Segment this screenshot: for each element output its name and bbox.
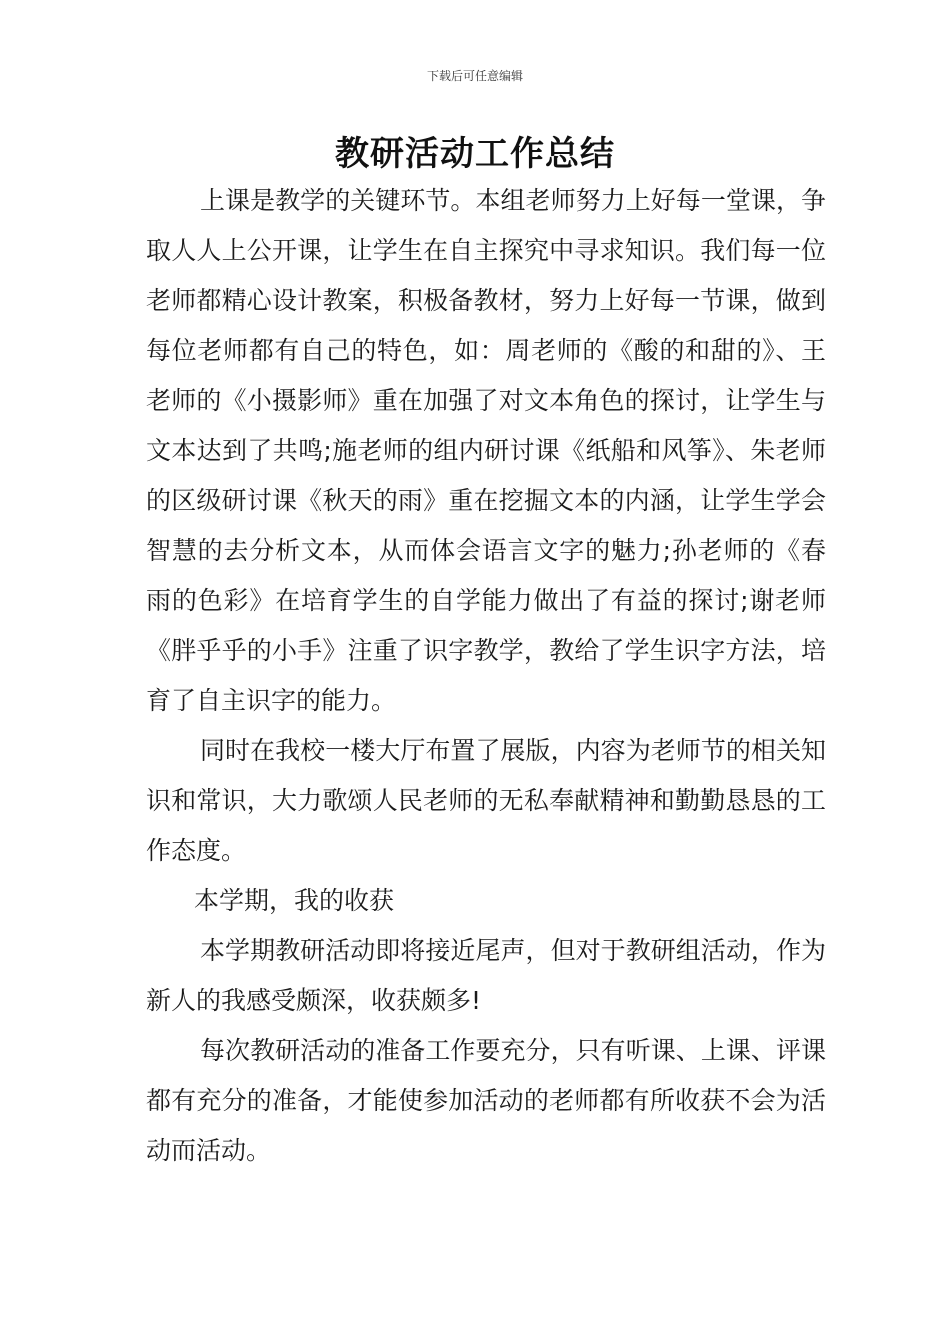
paragraph-semester: 本学期教研活动即将接近尾声，但对于教研组活动，作为新人的我感受颇深，收获颇多!	[146, 936, 826, 1015]
paragraph-lessons: 上课是教学的关键环节。本组老师努力上好每一堂课，争取人人上公开课，让学生在自主探究中寻求知识。我们每一位老师都精心设计教案，积极备教材，努力上好每一节课，做到每位老师都有自己的特色，如：周老师的《酸的和甜的》、王老师的《小摄影师》重在加强了对文本角色的探讨，让学生与文本达到了共鸣;施老师的组内研讨课《纸船和风筝》、朱老师的区级研讨课《秋天的雨》重在挖掘文本的内涵，让学生学会智慧的去分析文本，从而体会语言文字的魅力;孙老师的《春雨的色彩》在培育学生的自学能力做出了有益的探讨;谢老师《胖乎乎的小手》注重了识字教学，教给了学生识字方法，培育了自主识字的能力。	[146, 186, 826, 715]
section-heading-gains: 本学期，我的收获	[194, 886, 395, 915]
document-title: 教研活动工作总结	[335, 134, 615, 174]
document-body	[146, 176, 826, 1176]
paragraph-preparation: 每次教研活动的准备工作要充分，只有听课、上课、评课都有充分的准备，才能使参加活动的老师都有所收获不会为活动而活动。	[146, 1036, 826, 1165]
header-note: 下载后可任意编辑	[426, 69, 523, 83]
paragraph-exhibition: 同时在我校一楼大厅布置了展版，内容为老师节的相关知识和常识，大力歌颂人民老师的无私奉献精神和勤勤恳恳的工作态度。	[146, 736, 826, 865]
